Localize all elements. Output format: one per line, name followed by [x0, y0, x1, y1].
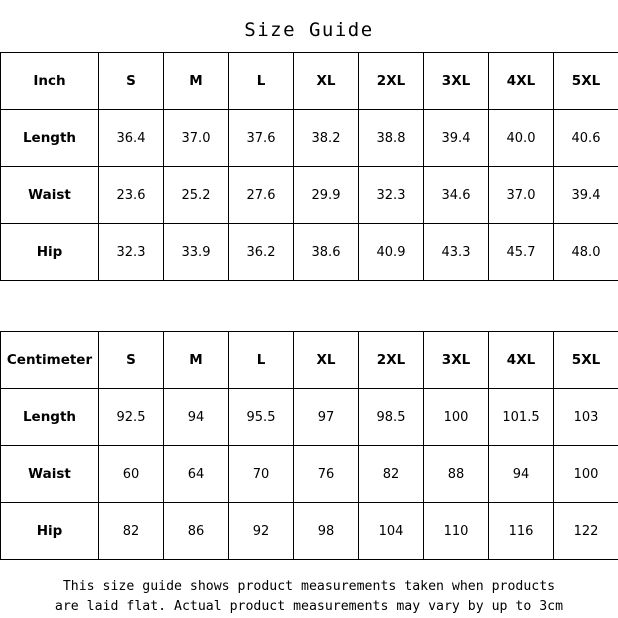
cell: 36.2 [229, 224, 294, 281]
cell: 29.9 [294, 167, 359, 224]
row-label-length: Length [1, 389, 99, 446]
cell: 23.6 [99, 167, 164, 224]
table-row [1, 224, 618, 281]
table-row [1, 110, 618, 167]
size-header-m: M [164, 332, 229, 389]
size-header-3xl: 3XL [424, 53, 489, 110]
row-label-waist: Waist [1, 167, 99, 224]
size-header-5xl: 5XL [554, 53, 618, 110]
cell: 39.4 [554, 167, 618, 224]
cell: 98 [294, 503, 359, 560]
table-header-row [1, 53, 618, 110]
cell: 94 [164, 389, 229, 446]
cell: 38.8 [359, 110, 424, 167]
row-label-length: Length [1, 110, 99, 167]
size-header-m: M [164, 53, 229, 110]
unit-label-inch: Inch [1, 53, 99, 110]
size-header-xl: XL [294, 332, 359, 389]
size-header-s: S [99, 332, 164, 389]
size-table-inch [0, 52, 618, 281]
cell: 122 [554, 503, 618, 560]
page-title: Size Guide [244, 19, 374, 41]
size-header-3xl: 3XL [424, 332, 489, 389]
size-header-l: L [229, 53, 294, 110]
cell: 37.6 [229, 110, 294, 167]
size-header-5xl: 5XL [554, 332, 618, 389]
footer-note [0, 560, 618, 618]
cell: 100 [424, 389, 489, 446]
table-row [1, 503, 618, 560]
cell: 40.6 [554, 110, 618, 167]
cell: 25.2 [164, 167, 229, 224]
cell: 32.3 [99, 224, 164, 281]
cell: 60 [99, 446, 164, 503]
cell: 64 [164, 446, 229, 503]
cell: 110 [424, 503, 489, 560]
footer-line-1: This size guide shows product measurements taken when products [62, 579, 556, 594]
cell: 40.9 [359, 224, 424, 281]
size-header-2xl: 2XL [359, 332, 424, 389]
cell: 37.0 [489, 167, 554, 224]
cell: 88 [424, 446, 489, 503]
cell: 43.3 [424, 224, 489, 281]
cell: 103 [554, 389, 618, 446]
cell: 76 [294, 446, 359, 503]
cell: 38.6 [294, 224, 359, 281]
size-table-centimeter [0, 331, 618, 560]
size-header-s: S [99, 53, 164, 110]
size-header-4xl: 4XL [489, 53, 554, 110]
cell: 98.5 [359, 389, 424, 446]
unit-label-centimeter: Centimeter [1, 332, 99, 389]
footer-line-2: are laid flat. Actual product measurements may vary by up to 3cm [54, 599, 564, 615]
table-row [1, 446, 618, 503]
cell: 104 [359, 503, 424, 560]
cell: 101.5 [489, 389, 554, 446]
cell: 40.0 [489, 110, 554, 167]
size-header-2xl: 2XL [359, 53, 424, 110]
cell: 32.3 [359, 167, 424, 224]
size-header-4xl: 4XL [489, 332, 554, 389]
table-separator [0, 281, 618, 331]
cell: 100 [554, 446, 618, 503]
cell: 39.4 [424, 110, 489, 167]
cell: 36.4 [99, 110, 164, 167]
cell: 92.5 [99, 389, 164, 446]
cell: 45.7 [489, 224, 554, 281]
table-row [1, 167, 618, 224]
cell: 48.0 [554, 224, 618, 281]
cell: 38.2 [294, 110, 359, 167]
table-header-row [1, 332, 618, 389]
size-header-l: L [229, 332, 294, 389]
cell: 37.0 [164, 110, 229, 167]
row-label-waist: Waist [1, 446, 99, 503]
cell: 27.6 [229, 167, 294, 224]
cell: 97 [294, 389, 359, 446]
cell: 94 [489, 446, 554, 503]
cell: 70 [229, 446, 294, 503]
cell: 92 [229, 503, 294, 560]
cell: 116 [489, 503, 554, 560]
cell: 34.6 [424, 167, 489, 224]
cell: 95.5 [229, 389, 294, 446]
cell: 86 [164, 503, 229, 560]
row-label-hip: Hip [1, 224, 99, 281]
size-header-xl: XL [294, 53, 359, 110]
row-label-hip: Hip [1, 503, 99, 560]
cell: 33.9 [164, 224, 229, 281]
table-row [1, 389, 618, 446]
cell: 82 [99, 503, 164, 560]
cell: 82 [359, 446, 424, 503]
